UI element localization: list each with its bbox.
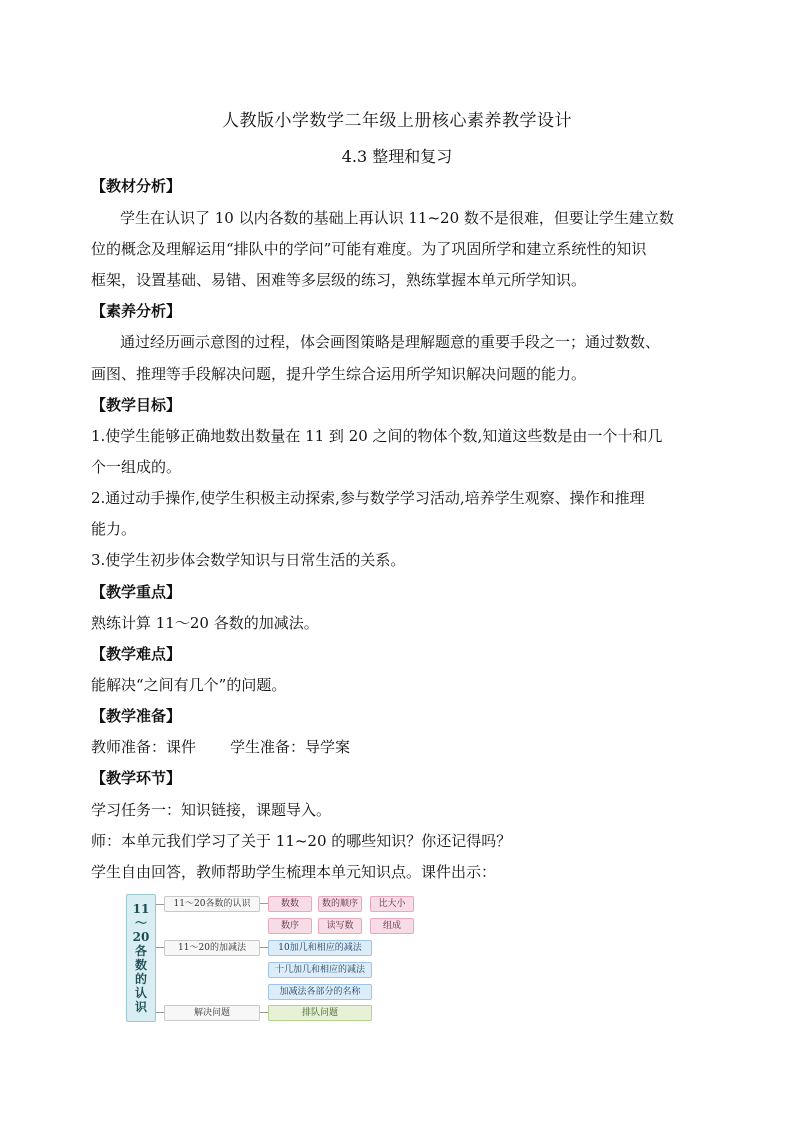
preparation-line bbox=[91, 737, 711, 757]
branch-box-problem-solving: 解决问题 bbox=[164, 1005, 260, 1021]
branch-box-recognition: 11～20各数的认识 bbox=[164, 896, 260, 912]
connector-line bbox=[260, 903, 268, 904]
root-char: 20 bbox=[132, 930, 150, 944]
difficulty-text: 能解决“之间有几个”的问题。 bbox=[91, 676, 287, 694]
section-heading-teaching-steps: 【教学环节】 bbox=[91, 769, 182, 787]
paragraph-line: 框架，设置基础、易错、困难等多层级的练习，熟练掌握本单元所学知识。 bbox=[91, 271, 587, 289]
root-char: ～ bbox=[134, 916, 147, 930]
connector-line bbox=[156, 947, 164, 948]
root-char: 的 bbox=[134, 972, 147, 986]
step-line: 师：本单元我们学习了关于 11~20 的哪些知识？你还记得吗？ bbox=[91, 832, 512, 850]
step-line: 学生自由回答，教师帮助学生梳理本单元知识点。课件出示： bbox=[91, 863, 497, 881]
knowledge-map-diagram bbox=[120, 892, 420, 1024]
section-heading-textbook-analysis: 【教材分析】 bbox=[91, 177, 182, 195]
step-line: 学习任务一：知识链接，课题导入。 bbox=[91, 801, 332, 819]
item-box: 排队问题 bbox=[268, 1005, 372, 1021]
goal-line: 能力。 bbox=[91, 520, 137, 538]
connector-line bbox=[260, 1012, 268, 1013]
connector-line bbox=[260, 947, 268, 948]
goal-line: 个一组成的。 bbox=[91, 458, 182, 476]
root-char: 识 bbox=[134, 1000, 147, 1014]
paragraph-line: 画图、推理等手段解决问题，提升学生综合运用所学知识解决问题的能力。 bbox=[91, 365, 587, 383]
paragraph-line: 学生在认识了 10 以内各数的基础上再认识 11~20 数不是很难，但要让学生建立数 bbox=[120, 209, 674, 227]
student-preparation: 学生准备：导学案 bbox=[230, 738, 351, 756]
item-box: 加减法各部分的名称 bbox=[268, 984, 372, 1000]
section-heading-literacy-analysis: 【素养分析】 bbox=[91, 302, 182, 320]
teacher-preparation: 教师准备：课件 bbox=[91, 738, 197, 756]
section-heading-difficulties: 【教学难点】 bbox=[91, 645, 182, 663]
page-subtitle: 4.3 整理和复习 bbox=[341, 147, 453, 166]
root-char: 认 bbox=[134, 986, 147, 1000]
root-char: 数 bbox=[134, 958, 147, 972]
branch-box-add-subtract: 11～20的加减法 bbox=[164, 940, 260, 956]
item-box: 组成 bbox=[370, 918, 414, 934]
item-box: 十几加几和相应的减法 bbox=[268, 962, 372, 978]
connector-line bbox=[156, 1012, 164, 1013]
item-box: 数数 bbox=[268, 896, 312, 912]
page-title: 人教版小学数学二年级上册核心素养教学设计 bbox=[222, 111, 572, 131]
item-box: 数的顺序 bbox=[318, 896, 362, 912]
key-point-text: 熟练计算 11～20 各数的加减法。 bbox=[91, 614, 319, 632]
item-box: 读写数 bbox=[318, 918, 362, 934]
diagram-root bbox=[126, 894, 156, 1022]
goal-line: 3.使学生初步体会数学知识与日常生活的关系。 bbox=[91, 551, 406, 569]
item-box: 数序 bbox=[268, 918, 312, 934]
goal-line: 2.通过动手操作,使学生积极主动探索,参与数学学习活动,培养学生观察、操作和推理 bbox=[91, 489, 645, 507]
goal-line: 1.使学生能够正确地数出数量在 11 到 20 之间的物体个数,知道这些数是由一个十和几 bbox=[91, 427, 663, 445]
connector-line bbox=[156, 904, 164, 905]
item-box: 10加几和相应的减法 bbox=[268, 940, 372, 956]
paragraph-line: 通过经历画示意图的过程，体会画图策略是理解题意的重要手段之一；通过数数、 bbox=[120, 333, 661, 351]
root-char: 11 bbox=[132, 902, 150, 916]
paragraph-line: 位的概念及理解运用“排队中的学问”可能有难度。为了巩固所学和建立系统性的知识 bbox=[91, 240, 647, 258]
item-box: 比大小 bbox=[370, 896, 414, 912]
root-char: 各 bbox=[134, 944, 147, 958]
section-heading-key-points: 【教学重点】 bbox=[91, 583, 182, 601]
section-heading-teaching-goals: 【教学目标】 bbox=[91, 396, 182, 414]
section-heading-preparation: 【教学准备】 bbox=[91, 707, 182, 725]
